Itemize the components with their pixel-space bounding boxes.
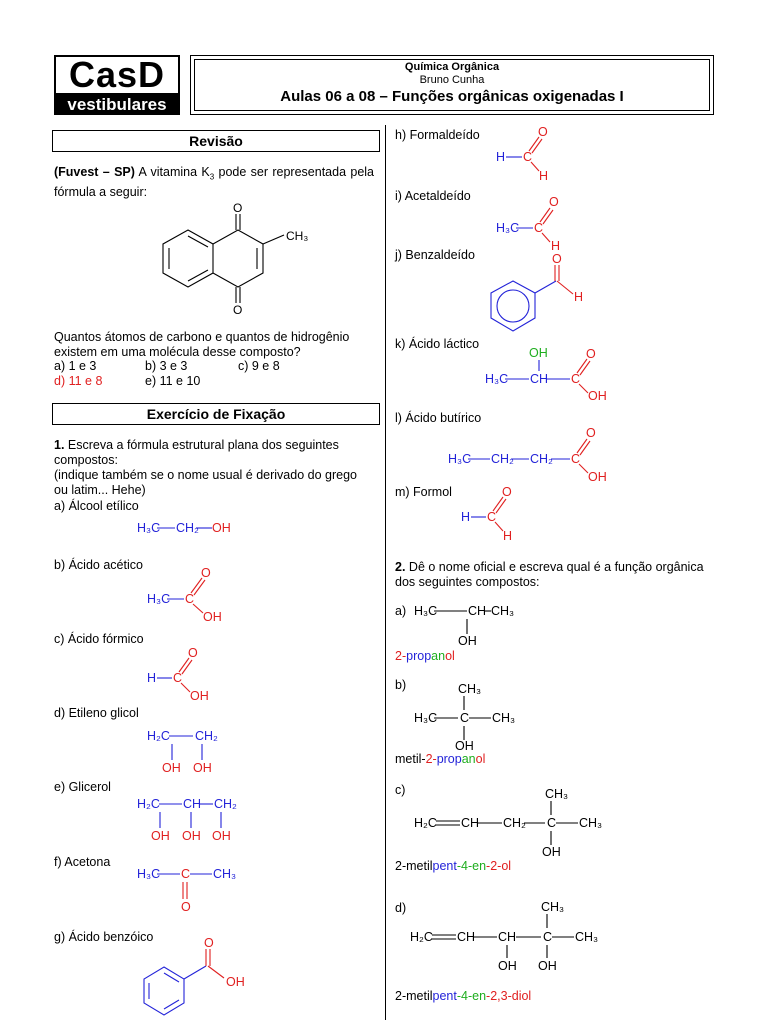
glycol-oh-2: OH	[193, 761, 212, 775]
struct-butyric-acid	[448, 426, 607, 484]
formol-h1: H	[461, 510, 471, 524]
ethanol-oh: OH	[212, 521, 231, 535]
item-a: a) Álcool etílico	[54, 499, 139, 513]
answer-d-segment: -4-en	[456, 989, 487, 1003]
2d-ch3-right: CH₃	[575, 930, 599, 944]
2c-ch3-right: CH₃	[579, 816, 603, 830]
benzald-h: H	[574, 290, 584, 304]
2d-c: C	[543, 930, 553, 944]
item-k: k) Ácido láctico	[395, 337, 480, 351]
intro-rest: pode ser representada pela fórmula a seguir:	[54, 165, 374, 199]
struct-2d	[410, 900, 598, 973]
2d-h2c: H₂C	[410, 930, 433, 944]
option-e: e) 11 e 10	[145, 374, 201, 388]
2d-oh-1: OH	[498, 959, 517, 973]
k3-ch3: CH₃	[286, 229, 309, 243]
glycol-oh-1: OH	[162, 761, 181, 775]
page-title: Aulas 06 a 08 – Funções orgânicas oxigenadas I	[280, 88, 624, 105]
acetone-ch3: CH₃	[213, 867, 237, 881]
2b-ch3-right: CH₃	[492, 711, 516, 725]
2a-ch: CH	[468, 604, 487, 618]
formol-h2: H	[503, 529, 513, 543]
butyric-ch2-2: CH₂	[530, 452, 553, 466]
logo-top: CasD	[54, 55, 180, 95]
item-m: m) Formol	[395, 485, 452, 499]
formald-c: C	[523, 150, 533, 164]
answer-d-segment: 2-metil	[395, 989, 433, 1003]
answer-a-segment: ol	[445, 649, 455, 663]
answer-a-segment: prop	[406, 649, 432, 663]
glycerol-ch: CH	[183, 797, 202, 811]
intro-sub: 3	[209, 172, 215, 182]
2d-ch-2: CH	[498, 930, 517, 944]
struct-formol	[461, 485, 512, 543]
benzoic-oh: OH	[226, 975, 245, 989]
glycerol-oh-3: OH	[212, 829, 231, 843]
acetald-h3c: H₃C	[496, 221, 520, 235]
butyric-oh: OH	[588, 470, 607, 484]
header-author: Bruno Cunha	[419, 74, 485, 86]
answer-b-segment: ol	[475, 752, 486, 766]
2a-oh: OH	[458, 634, 477, 648]
q2-item-a: a)	[395, 604, 407, 618]
option-c: c) 9 e 8	[238, 359, 280, 373]
q2-number: 2.	[395, 560, 406, 574]
2b-h3c: H₃C	[414, 711, 438, 725]
item-b: b) Ácido acético	[54, 558, 143, 572]
benzoic-o: O	[204, 936, 214, 950]
2a-h3c: H₃C	[414, 604, 438, 618]
answer-b-segment: 2-	[425, 752, 437, 766]
acetald-h: H	[551, 239, 561, 253]
struct-2c	[414, 787, 602, 859]
q1-note: (indique também se o nome usual é derivado do grego ou latim... Hehe)	[54, 468, 357, 497]
glycerol-oh-2: OH	[182, 829, 201, 843]
lactic-ch: CH	[530, 372, 549, 386]
item-e: e) Glicerol	[54, 780, 111, 794]
formald-o: O	[538, 125, 548, 139]
fuvest-source: (Fuvest – SP)	[54, 165, 135, 179]
lactic-h3c: H₃C	[485, 372, 509, 386]
option-b: b) 3 e 3	[145, 359, 188, 373]
q2-item-c: c)	[395, 783, 406, 797]
2b-c: C	[460, 711, 470, 725]
lactic-oh-top: OH	[529, 346, 548, 360]
answer-b-segment: metil-	[395, 752, 426, 766]
answer-a-segment: 2-	[395, 649, 407, 663]
2c-ch3-top: CH₃	[545, 787, 569, 801]
section-fixacao: Exercício de Fixação	[52, 403, 380, 425]
formic-c: C	[173, 671, 183, 685]
acetic-oh: OH	[203, 610, 222, 624]
ethanol-h3c: H₃C	[137, 521, 161, 535]
formic-oh: OH	[190, 689, 209, 703]
q2-item-d: d)	[395, 901, 407, 915]
item-f: f) Acetona	[54, 855, 111, 869]
ethanol-ch2: CH₂	[176, 521, 199, 535]
butyric-ch2-1: CH₂	[491, 452, 514, 466]
answer-b-segment: an	[461, 752, 476, 766]
2d-oh-2: OH	[538, 959, 557, 973]
item-l: l) Ácido butírico	[395, 411, 482, 425]
struct-2b	[414, 682, 515, 753]
option-d: d) 11 e 8	[54, 374, 103, 388]
glycerol-oh-1: OH	[151, 829, 170, 843]
acetone-o: O	[181, 900, 191, 914]
revisao-question: Quantos átomos de carbono e quantos de hidrogênio existem em uma molécula desse composto?	[54, 330, 350, 359]
glycerol-ch2: CH₂	[214, 797, 237, 811]
item-h: h) Formaldeído	[395, 128, 480, 142]
2d-ch3-top: CH₃	[541, 900, 565, 914]
butyric-c: C	[571, 452, 581, 466]
section-revisao: Revisão	[52, 130, 380, 152]
item-i: i) Acetaldeído	[395, 189, 471, 203]
item-c: c) Ácido fórmico	[54, 632, 144, 646]
option-a: a) 1 e 3	[54, 359, 97, 373]
formic-h: H	[147, 671, 157, 685]
answer-c-segment: 2-metil	[395, 859, 433, 873]
q2-item-b: b)	[395, 678, 407, 692]
lactic-o: O	[586, 347, 596, 361]
formald-h2: H	[539, 169, 549, 183]
struct-formaldehyde	[496, 125, 548, 183]
2b-ch3-top: CH₃	[458, 682, 482, 696]
acetic-o: O	[201, 566, 211, 580]
acetone-h3c: H₃C	[137, 867, 161, 881]
answer-b-segment: prop	[436, 752, 462, 766]
answer-c-segment: -4-en	[456, 859, 487, 873]
acetald-o: O	[549, 195, 559, 209]
item-g: g) Ácido benzóico	[54, 930, 154, 944]
q2-statement: Dê o nome oficial e escreva qual é a função orgânica dos seguintes compostos:	[395, 560, 704, 589]
q1-statement: Escreva a fórmula estrutural plana dos seguintes compostos:	[54, 438, 339, 467]
2c-ch2: CH₂	[503, 816, 526, 830]
q1-number: 1.	[54, 438, 65, 452]
answer-c-segment: pent	[432, 859, 457, 873]
formol-c: C	[487, 510, 497, 524]
2c-c: C	[547, 816, 557, 830]
struct-benzaldehyde	[491, 252, 583, 331]
item-d: d) Etileno glicol	[54, 706, 139, 720]
2c-ch: CH	[461, 816, 480, 830]
glycerol-h2c: H₂C	[137, 797, 160, 811]
item-j: j) Benzaldeído	[395, 248, 475, 262]
acetone-c: C	[181, 867, 191, 881]
answer-a-segment: an	[431, 649, 446, 663]
header-subject: Química Orgânica	[404, 61, 500, 73]
struct-acetaldehyde	[496, 195, 560, 253]
2c-h2c: H₂C	[414, 816, 437, 830]
glycol-ch2: CH₂	[195, 729, 218, 743]
k3-o-top: O	[233, 201, 243, 215]
acetic-h3c: H₃C	[147, 592, 171, 606]
2c-oh: OH	[542, 845, 561, 859]
formol-o: O	[502, 485, 512, 499]
2d-ch-1: CH	[457, 930, 476, 944]
2b-oh: OH	[455, 739, 474, 753]
k3-o-bottom: O	[233, 303, 243, 317]
2a-ch3: CH₃	[491, 604, 515, 618]
formic-o: O	[188, 646, 198, 660]
struct-lactic-acid	[485, 346, 607, 403]
lactic-oh: OH	[588, 389, 607, 403]
butyric-o: O	[586, 426, 596, 440]
benzald-o: O	[552, 252, 562, 266]
lactic-c: C	[571, 372, 581, 386]
answer-d-segment: pent	[432, 989, 457, 1003]
acetald-c: C	[534, 221, 544, 235]
logo-bottom: vestibulares	[54, 95, 180, 115]
answer-d-segment: -2,3-diol	[486, 989, 532, 1003]
intro-text: A vitamina K	[134, 165, 210, 179]
answer-c-segment: -2-ol	[486, 859, 512, 873]
acetic-c: C	[185, 592, 195, 606]
formald-h1: H	[496, 150, 506, 164]
struct-2a	[414, 604, 514, 648]
butyric-h3c: H₃C	[448, 452, 472, 466]
glycol-h2c: H₂C	[147, 729, 170, 743]
